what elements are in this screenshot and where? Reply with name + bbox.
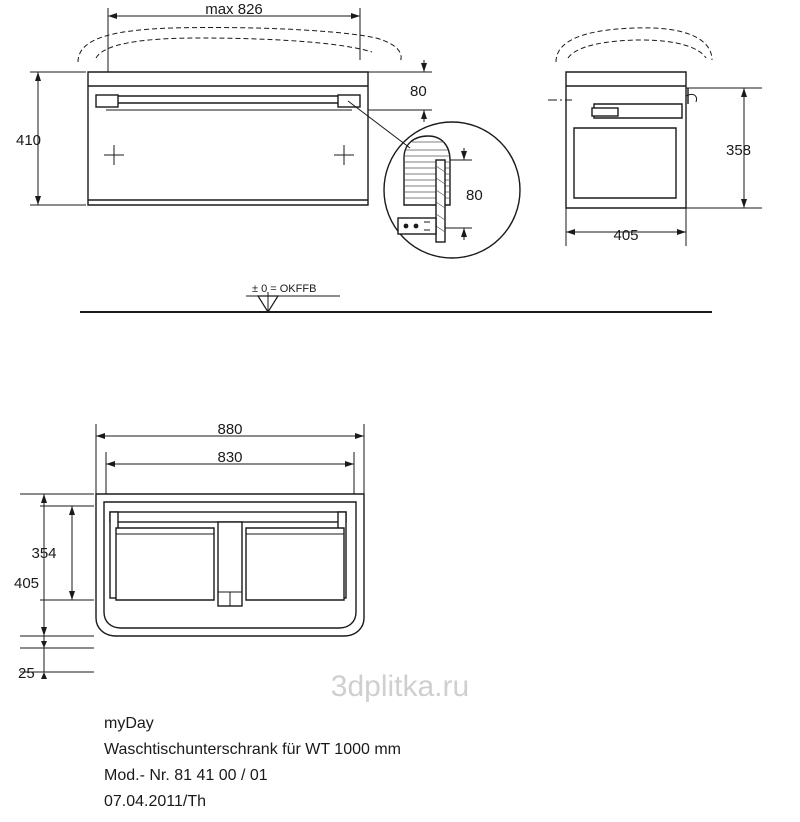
floor-level-group [80, 292, 712, 312]
side-cabinet-body [566, 72, 686, 208]
top-drawer-right [246, 528, 344, 600]
top-rail-back [110, 512, 346, 522]
bracket-right [338, 95, 360, 107]
dim-405-top [20, 494, 94, 636]
dim-max826 [108, 8, 360, 78]
dim-label-830: 830 [217, 449, 243, 466]
top-view [20, 424, 364, 679]
title-date: 07.04.2011/Th [104, 793, 207, 810]
dim-label-880: 880 [217, 421, 243, 438]
side-basin-dashed [556, 28, 712, 62]
detail-rail [436, 160, 445, 242]
basin-outline-dashed [78, 27, 401, 62]
floor-level-label: ± 0 = OKFFB [252, 283, 317, 295]
title-product: myDay [104, 715, 154, 732]
title-description: Waschtischunterschrank für WT 1000 mm [104, 741, 401, 758]
dim-label-80-front: 80 [410, 83, 427, 100]
title-model: Mod.- Nr. 81 41 00 / 01 [104, 767, 268, 784]
dim-label-354: 354 [31, 545, 57, 562]
dim-label-405-top: 405 [14, 575, 40, 592]
dim-label-max826: max 826 [205, 1, 263, 18]
detail-callout-view [348, 101, 520, 258]
front-elevation-view [30, 8, 432, 205]
bracket-left [96, 95, 118, 107]
dim-label-405-side: 405 [613, 227, 639, 244]
dim-label-410: 410 [16, 132, 42, 149]
dim-label-358: 358 [726, 142, 752, 159]
side-elevation-view [548, 28, 762, 246]
watermark: 3dplitka.ru [330, 670, 470, 703]
cabinet-front-body [88, 72, 368, 205]
basin-inner-dashed [96, 38, 372, 58]
dim-label-25: 25 [18, 665, 35, 682]
dim-label-80-detail: 80 [466, 187, 483, 204]
side-handle [592, 108, 618, 116]
top-drawer-left [116, 528, 214, 600]
